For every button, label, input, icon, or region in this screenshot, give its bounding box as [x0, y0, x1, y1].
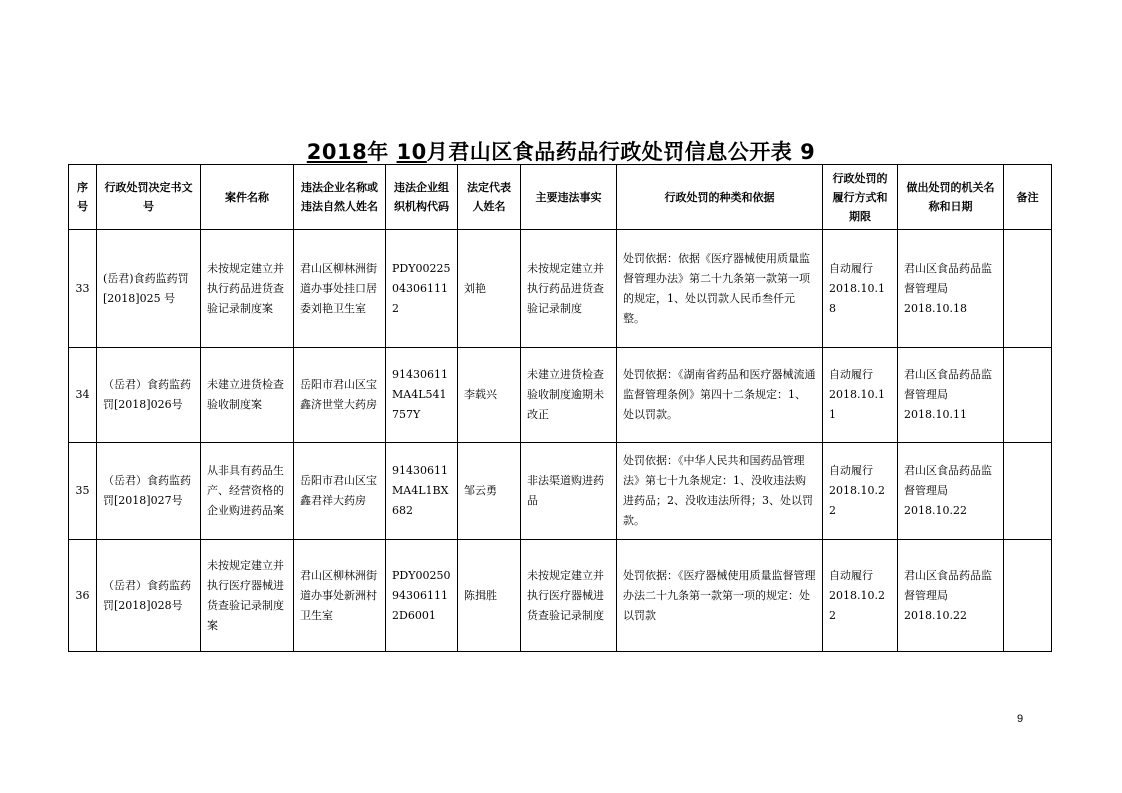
authority-name: 君山区食品药品监督管理局 — [904, 368, 992, 401]
cell-legal-rep: 邹云勇 — [458, 443, 521, 540]
cell-case-name: 从非具有药品生产、经营资格的企业购进药品案 — [201, 443, 294, 540]
authority-name: 君山区食品药品监督管理局 — [904, 261, 992, 295]
cell-penalty: 处罚依据：《医疗器械使用质量监督管理办法二十九条第一款第一项的规定：处以罚款 — [617, 540, 823, 652]
cell-org-code: 91430611MA4L541757Y — [386, 348, 458, 443]
cell-execution — [823, 540, 898, 652]
cell-facts: 非法渠道购进药品 — [521, 443, 617, 540]
cell-facts: 未建立进货检查验收制度逾期未改正 — [521, 348, 617, 443]
header-party-name: 违法企业名称或违法自然人姓名 — [294, 165, 386, 230]
cell-party-name: 岳阳市君山区宝鑫君祥大药房 — [294, 443, 386, 540]
header-case-name: 案件名称 — [201, 165, 294, 230]
title-year: 2018 — [306, 140, 368, 164]
title-month: 10 — [396, 140, 427, 164]
authority-date: 2018.10.22 — [904, 608, 967, 622]
cell-party-name: 君山区柳林洲街道办事处挂口居委刘艳卫生室 — [294, 230, 386, 348]
cell-facts: 未按规定建立并执行药品进货查验记录制度 — [521, 230, 617, 348]
authority-date: 2018.10.18 — [904, 301, 967, 315]
cell-decision-no: （岳君）食药监药罚[2018]026号 — [97, 348, 201, 443]
authority-name: 君山区食品药品监督管理局 — [904, 568, 992, 602]
cell-authority — [898, 540, 1004, 652]
header-penalty: 行政处罚的种类和依据 — [617, 165, 823, 230]
execution-mode: 自动履行 — [829, 368, 873, 381]
execution-date: 2018.10.22 — [829, 484, 885, 517]
header-authority: 做出处罚的机关名称和日期 — [898, 165, 1004, 230]
table-row — [69, 540, 1052, 652]
cell-execution — [823, 348, 898, 443]
cell-remark — [1004, 230, 1052, 348]
cell-seq: 34 — [69, 348, 97, 443]
cell-case-name: 未按规定建立并执行药品进货查验记录制度案 — [201, 230, 294, 348]
cell-party-name: 君山区柳林洲街道办事处新洲村卫生室 — [294, 540, 386, 652]
cell-decision-no: (岳君)食药监药罚[2018]025 号 — [97, 230, 201, 348]
cell-case-name: 未按规定建立并执行医疗器械进货查验记录制度案 — [201, 540, 294, 652]
cell-legal-rep: 李载兴 — [458, 348, 521, 443]
authority-date: 2018.10.22 — [904, 504, 967, 517]
cell-decision-no: （岳君）食药监药罚[2018]028号 — [97, 540, 201, 652]
cell-penalty: 处罚依据：《中华人民共和国药品管理法》第七十九条规定：1、没收违法购进药品；2、没收违法所得；3、处以罚款。 — [617, 443, 823, 540]
cell-party-name: 岳阳市君山区宝鑫济世堂大药房 — [294, 348, 386, 443]
page-title — [0, 136, 1122, 166]
header-seq: 序号 — [69, 165, 97, 230]
cell-penalty: 处罚依据：依据《医疗器械使用质量监督管理办法》第二十九条第一款第一项的规定，1、处以罚款人民币叁仟元整。 — [617, 230, 823, 348]
cell-seq: 35 — [69, 443, 97, 540]
cell-decision-no: （岳君）食药监药罚[2018]027号 — [97, 443, 201, 540]
header-org-code: 违法企业组织机构代码 — [386, 165, 458, 230]
penalty-table — [68, 164, 1052, 652]
execution-mode: 自动履行 — [829, 568, 873, 582]
table-row — [69, 230, 1052, 348]
header-facts: 主要违法事实 — [521, 165, 617, 230]
cell-legal-rep: 陈揖胜 — [458, 540, 521, 652]
execution-mode: 自动履行 — [829, 261, 873, 275]
header-decision-no: 行政处罚决定书文号 — [97, 165, 201, 230]
cell-org-code: PDY00250943061112D6001 — [386, 540, 458, 652]
header-legal-rep: 法定代表人姓名 — [458, 165, 521, 230]
header-remark: 备注 — [1004, 165, 1052, 230]
cell-penalty: 处罚依据：《湖南省药品和医疗器械流通监督管理条例》第四十二条规定：1、处以罚款。 — [617, 348, 823, 443]
table-row — [69, 348, 1052, 443]
execution-mode: 自动履行 — [829, 464, 873, 477]
title-rest: 月君山区食品药品行政处罚信息公开表 9 — [426, 140, 816, 164]
cell-authority — [898, 348, 1004, 443]
table-row — [69, 443, 1052, 540]
authority-date: 2018.10.11 — [904, 408, 967, 421]
cell-facts: 未按规定建立并执行医疗器械进货查验记录制度 — [521, 540, 617, 652]
execution-date: 2018.10.18 — [829, 281, 885, 315]
cell-authority — [898, 443, 1004, 540]
cell-remark — [1004, 540, 1052, 652]
execution-date: 2018.10.22 — [829, 588, 885, 622]
title-year-suffix: 年 — [367, 140, 397, 164]
cell-authority — [898, 230, 1004, 348]
cell-execution — [823, 230, 898, 348]
cell-org-code: 91430611MA4L1BX682 — [386, 443, 458, 540]
cell-case-name: 未建立进货检查验收制度案 — [201, 348, 294, 443]
authority-name: 君山区食品药品监督管理局 — [904, 464, 992, 497]
cell-execution — [823, 443, 898, 540]
cell-legal-rep: 刘艳 — [458, 230, 521, 348]
cell-remark — [1004, 443, 1052, 540]
header-execution: 行政处罚的履行方式和期限 — [823, 165, 898, 230]
cell-seq: 33 — [69, 230, 97, 348]
page-number: 9 — [1017, 713, 1024, 725]
cell-seq: 36 — [69, 540, 97, 652]
execution-date: 2018.10.11 — [829, 388, 885, 421]
table-header-row — [69, 165, 1052, 230]
cell-org-code: PDY00225043061112 — [386, 230, 458, 348]
cell-remark — [1004, 348, 1052, 443]
